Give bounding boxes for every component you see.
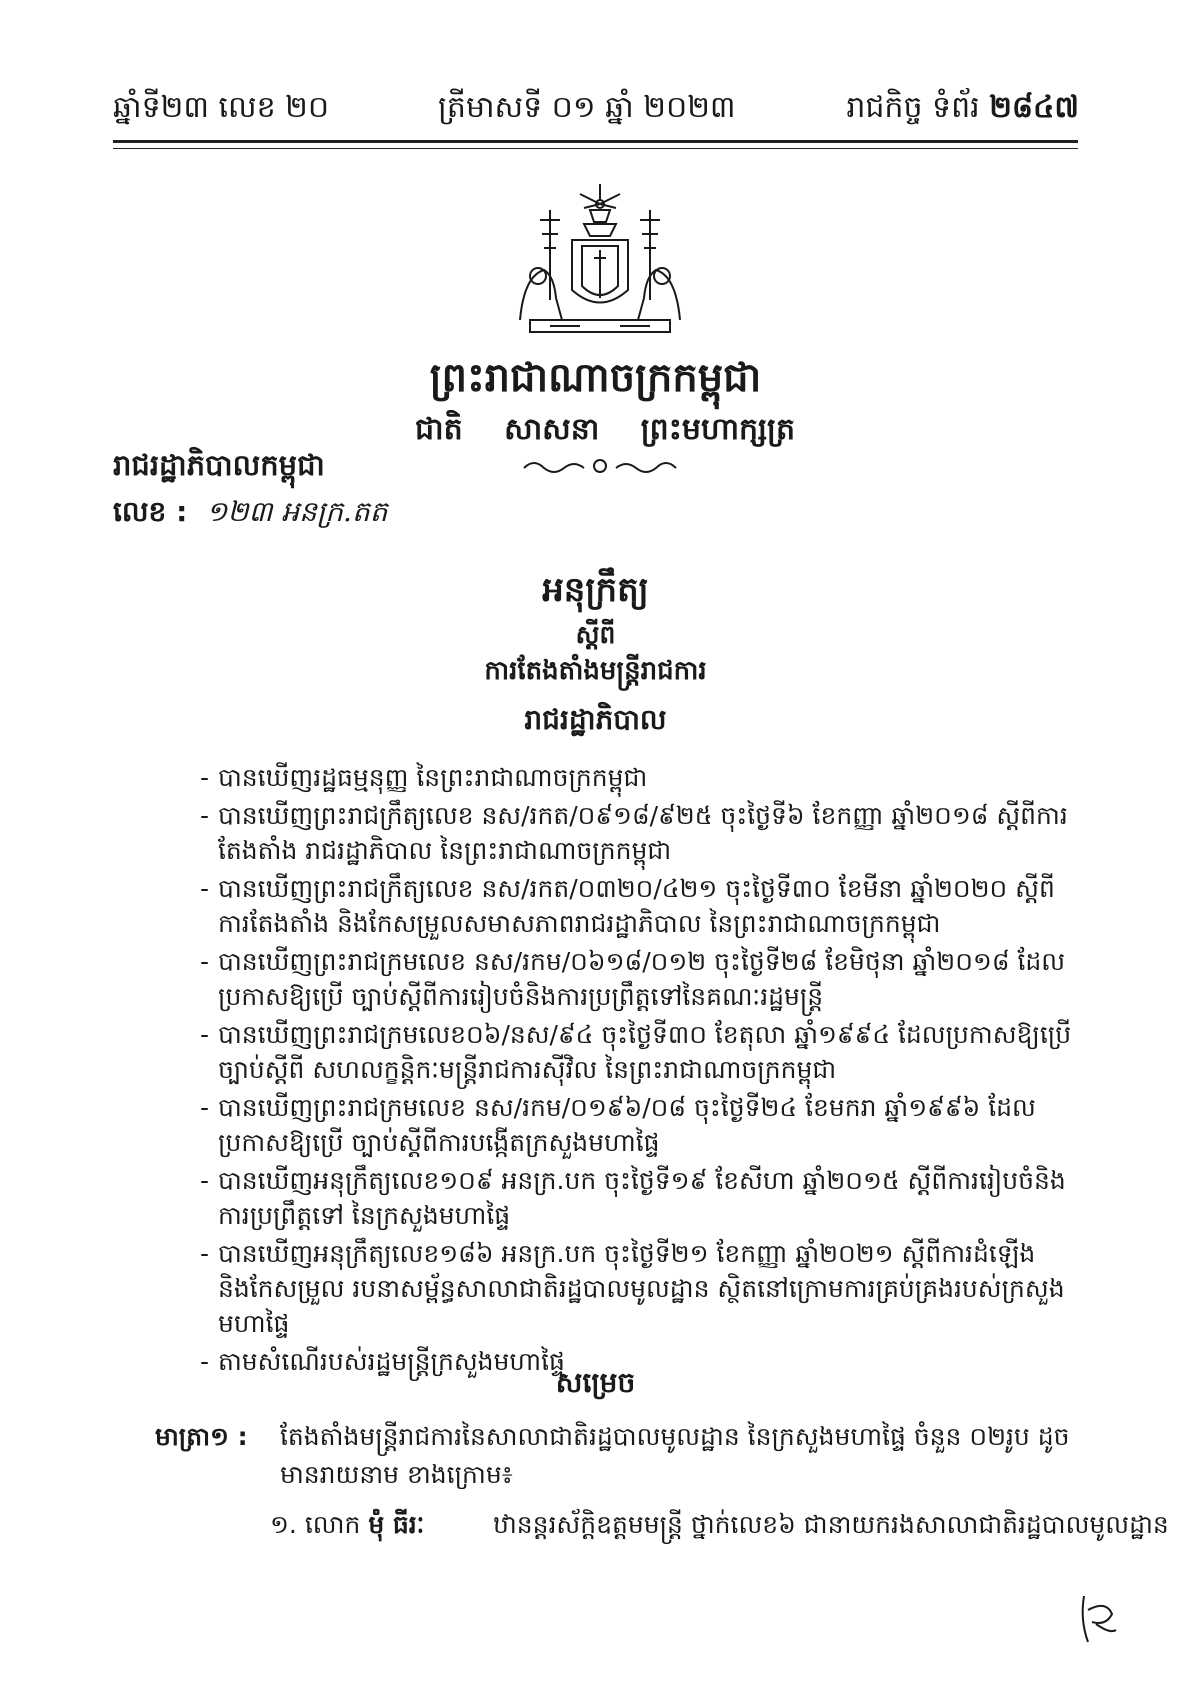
document-subject: ការតែងតាំងមន្ត្រីរាជការ bbox=[484, 656, 707, 686]
visa-list bbox=[200, 760, 1080, 1382]
motto-king: ព្រះមហាក្សត្រ bbox=[640, 412, 795, 447]
header-quarter: ត្រីមាសទី ០១ ឆ្នាំ ២០២៣ bbox=[438, 90, 736, 125]
royal-emblem-icon bbox=[510, 180, 690, 340]
visa-item: - បានឃើញអនុក្រឹត្យលេខ១០៩ អនក្រ.បក ចុះថ្ងៃទី១៩ ខែសីហា ឆ្នាំ២០១៥ ស្តីពីការរៀបចំនិងការប្រព្រឹត្តទៅ នៃក្រសួងមហាផ្ទៃ bbox=[200, 1163, 1080, 1233]
visa-item: - បានឃើញព្រះរាជក្រមលេខ នស/រកម/០១៩៦/០៨ ចុះថ្ងៃទី២៤ ខែមករា ឆ្នាំ១៩៩៦ ដែលប្រកាសឱ្យប្រើ ច្បាប់ស្តីពីការបង្កើតក្រសួងមហាផ្ទៃ bbox=[200, 1090, 1080, 1160]
header-page-number: ២៨៤៧ bbox=[989, 90, 1079, 125]
document-type: អនុក្រឹត្យ bbox=[542, 570, 649, 610]
visa-item: - បានឃើញព្រះរាជក្រមលេខ០៦/នស/៩៤ ចុះថ្ងៃទី៣០ ខែតុលា ឆ្នាំ១៩៩៤ ដែលប្រកាសឱ្យប្រើច្បាប់ស្តីពី សហលក្ខន្តិកៈមន្ត្រីរាជការស៊ីវិល នៃព្រះរាជាណាចក្រកម្ពុជា bbox=[200, 1017, 1080, 1087]
reference-label: លេខ : bbox=[113, 495, 188, 528]
visa-item: - បានឃើញព្រះរាជក្រឹត្យលេខ នស/រកត/០៣២០/៤២១ ចុះថ្ងៃទី៣០ ខែមីនា ឆ្នាំ២០២០ ស្តីពីការតែងតាំង និងកែសម្រួលសមាសភាពរាជរដ្ឋាភិបាល នៃព្រះរាជាណាចក្រកម្ពុជា bbox=[200, 871, 1080, 941]
issuing-authority: រាជរដ្ឋាភិបាលកម្ពុជា bbox=[113, 448, 325, 482]
decision-heading: សម្រេច bbox=[555, 1366, 636, 1399]
header-year-issue: ឆ្នាំទី២៣ លេខ ២០ bbox=[113, 90, 330, 125]
kingdom-title: ព្រះរាជាណាចក្រកម្ពុជា bbox=[429, 355, 762, 401]
appointee-1-fullname: ម៉ុំ ធីរៈ bbox=[368, 1510, 425, 1539]
header-page-label: រាជកិច្ច ទំព័រ bbox=[846, 90, 980, 125]
ornament-divider-icon bbox=[520, 456, 680, 476]
reference-number bbox=[113, 494, 388, 535]
about-label: ស្តីពី bbox=[575, 620, 616, 649]
article-1 bbox=[155, 1418, 1085, 1494]
motto-nation: ជាតិ bbox=[415, 412, 463, 447]
visa-item: - បានឃើញអនុក្រឹត្យលេខ១៨៦ អនក្រ.បក ចុះថ្ងៃទី២១ ខែកញ្ញា ឆ្នាំ២០២១ ស្តីពីការដំឡើង និងកែសម្រួល របនាសម្ព័ន្ធសាលាជាតិរដ្ឋបាលមូលដ្ឋាន ស្ថិតនៅក្រោមការគ្រប់គ្រងរបស់ក្រសួងមហាផ្ទៃ bbox=[200, 1236, 1080, 1341]
motto-religion: សាសនា bbox=[504, 412, 600, 447]
appointee-1-position: ឋានន្តរស័ក្តិឧត្តមមន្ត្រី ថ្នាក់លេខ៦ ជានាយករងសាលាជាតិរដ្ឋបាលមូលដ្ឋាន bbox=[492, 1510, 1169, 1539]
reference-value: ១២៣ អនក្រ.តត bbox=[206, 495, 388, 528]
header-rule-thin bbox=[113, 148, 1078, 149]
initial-signature-icon bbox=[1076, 1590, 1120, 1650]
visa-item: - បានឃើញរដ្ឋធម្មនុញ្ញ នៃព្រះរាជាណាចក្រកម្ពុជា bbox=[200, 760, 1080, 795]
article-1-text: តែងតាំងមន្ត្រីរាជការនៃសាលាជាតិរដ្ឋបាលមូលដ្ឋាន នៃក្រសួងមហាផ្ទៃ ចំនួន ០២រូប ដូចមានរាយនាម ខាងក្រោម៖ bbox=[280, 1422, 1070, 1489]
visa-item: - បានឃើញព្រះរាជក្រមលេខ នស/រកម/០៦១៨/០១២ ចុះថ្ងៃទី២៨ ខែមិថុនា ឆ្នាំ២០១៨ ដែលប្រកាសឱ្យប្រើ ច្បាប់ស្តីពីការរៀបចំនិងការប្រព្រឹត្តទៅនៃគណៈរដ្ឋមន្ត្រី bbox=[200, 944, 1080, 1014]
header-rule-thick bbox=[113, 140, 1078, 143]
appointee-1 bbox=[270, 1510, 1169, 1546]
article-1-label: មាត្រា១ : bbox=[155, 1422, 248, 1451]
visa-item: - តាមសំណើរបស់រដ្ឋមន្ត្រីក្រសួងមហាផ្ទៃ bbox=[200, 1344, 1080, 1379]
enacting-authority: រាជរដ្ឋាភិបាល bbox=[524, 703, 667, 736]
appointee-1-name bbox=[270, 1510, 485, 1546]
appointee-1-title: ១. លោក bbox=[270, 1510, 361, 1539]
header-page bbox=[846, 88, 1079, 132]
visa-item: - បានឃើញព្រះរាជក្រឹត្យលេខ នស/រកត/០៩១៨/៩២៥ ចុះថ្ងៃទី៦ ខែកញ្ញា ឆ្នាំ២០១៨ ស្តីពីការតែងតាំង រាជរដ្ឋាភិបាល នៃព្រះរាជាណាចក្រកម្ពុជា bbox=[200, 798, 1080, 868]
national-motto bbox=[415, 410, 795, 454]
